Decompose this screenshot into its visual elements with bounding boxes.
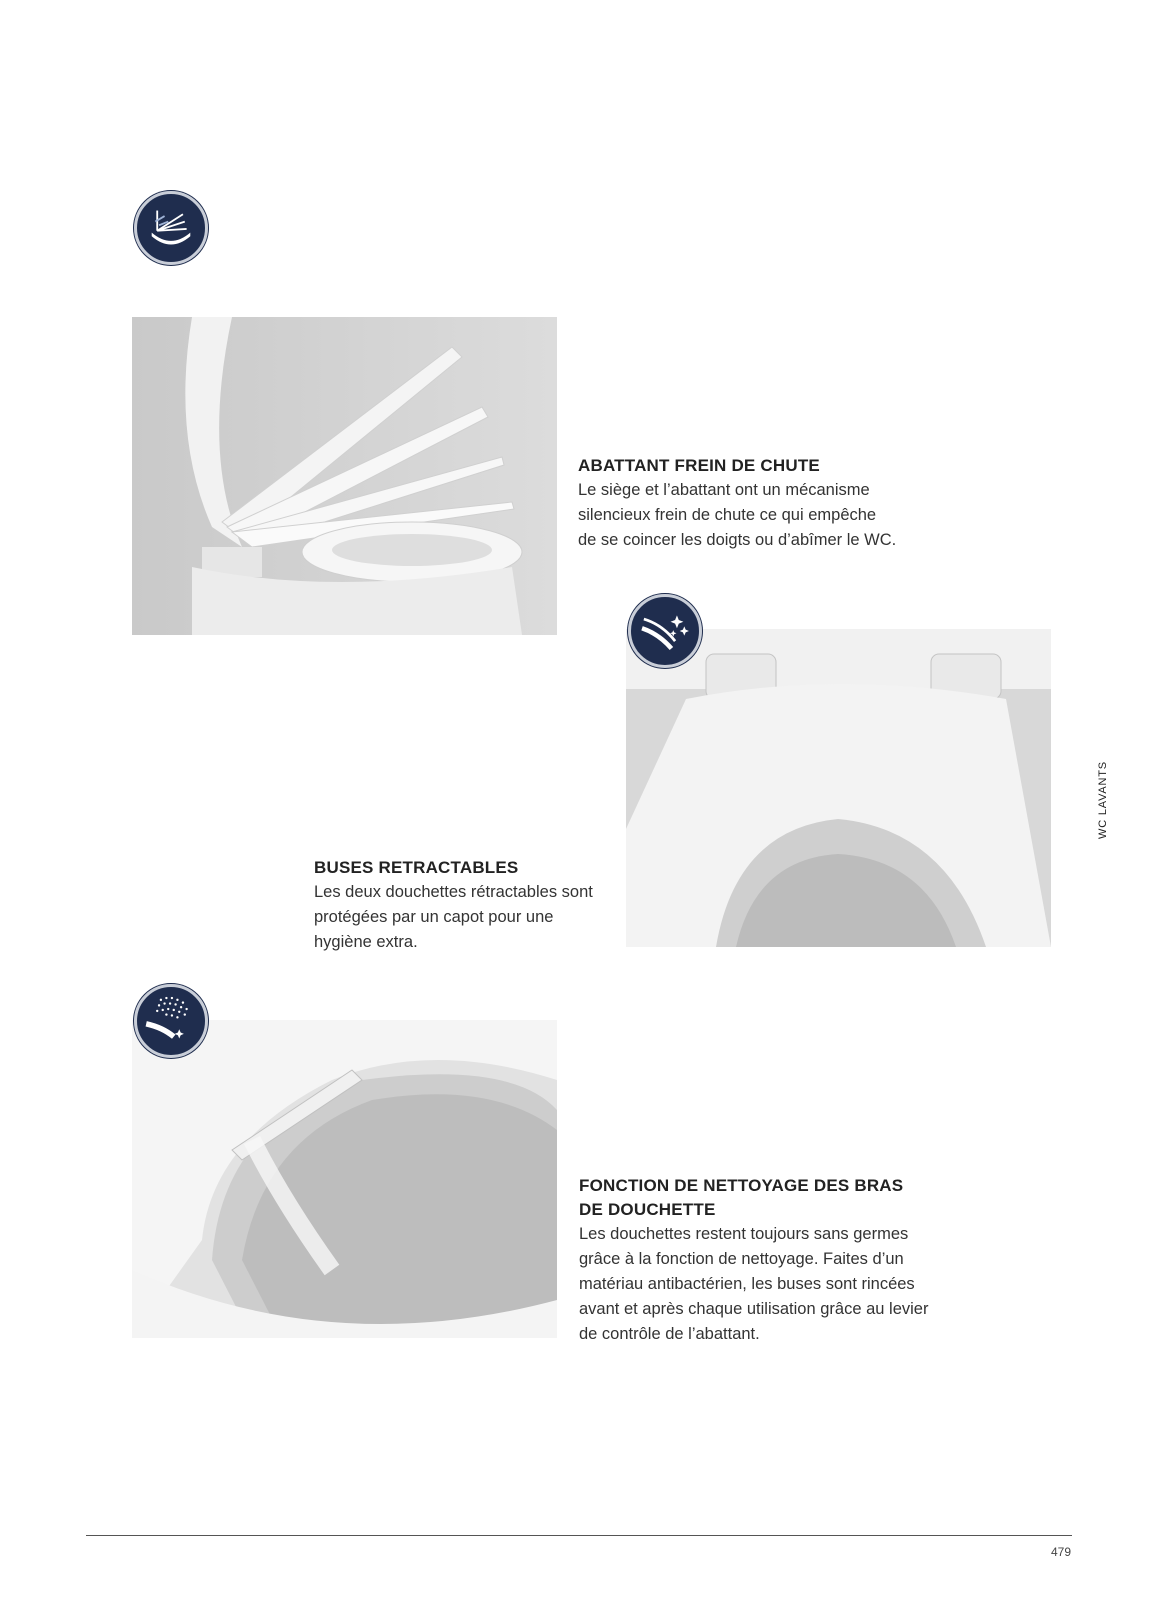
feature-text-line: Le siège et l’abattant ont un mécanisme [578, 481, 870, 499]
feature-title: ABATTANT FREIN DE CHUTE [578, 456, 820, 475]
page-number: 479 [1050, 1545, 1071, 1559]
footer-divider [86, 1535, 1072, 1536]
clean-nozzle-sparkle-icon [628, 594, 702, 668]
feature-text-line: de contrôle de l’abattant. [579, 1325, 760, 1343]
feature-text-line: Les douchettes restent toujours sans germes [579, 1225, 909, 1243]
feature-title: DE DOUCHETTE [579, 1200, 716, 1219]
feature-soft-close [578, 454, 938, 553]
feature-text-line: Les deux douchettes rétractables sont [314, 883, 593, 901]
spray-nozzle-icon [134, 984, 208, 1058]
feature-text-line: de se coincer les doigts ou d’abîmer le WC. [578, 531, 897, 549]
soft-close-lid-icon [134, 191, 208, 265]
feature-text-line: hygiène extra. [314, 933, 418, 951]
feature-text-line: grâce à la fonction de nettoyage. Faites d’un [579, 1250, 904, 1268]
nozzle-cleaning-photo [132, 1020, 557, 1338]
section-side-label: WC LAVANTS [1097, 761, 1109, 839]
feature-text-line: silencieux frein de chute ce qui empêche [578, 506, 877, 524]
feature-retractable-nozzles [314, 856, 614, 955]
soft-close-seat-photo [132, 317, 557, 635]
retractable-nozzles-photo [626, 629, 1051, 947]
feature-title: FONCTION DE NETTOYAGE DES BRAS [579, 1176, 904, 1195]
feature-text-line: avant et après chaque utilisation grâce au levier [579, 1300, 929, 1318]
feature-nozzle-cleaning [579, 1174, 959, 1347]
feature-text-line: protégées par un capot pour une [314, 908, 554, 926]
feature-title: BUSES RETRACTABLES [314, 858, 519, 877]
feature-text-line: matériau antibactérien, les buses sont rincées [579, 1275, 915, 1293]
